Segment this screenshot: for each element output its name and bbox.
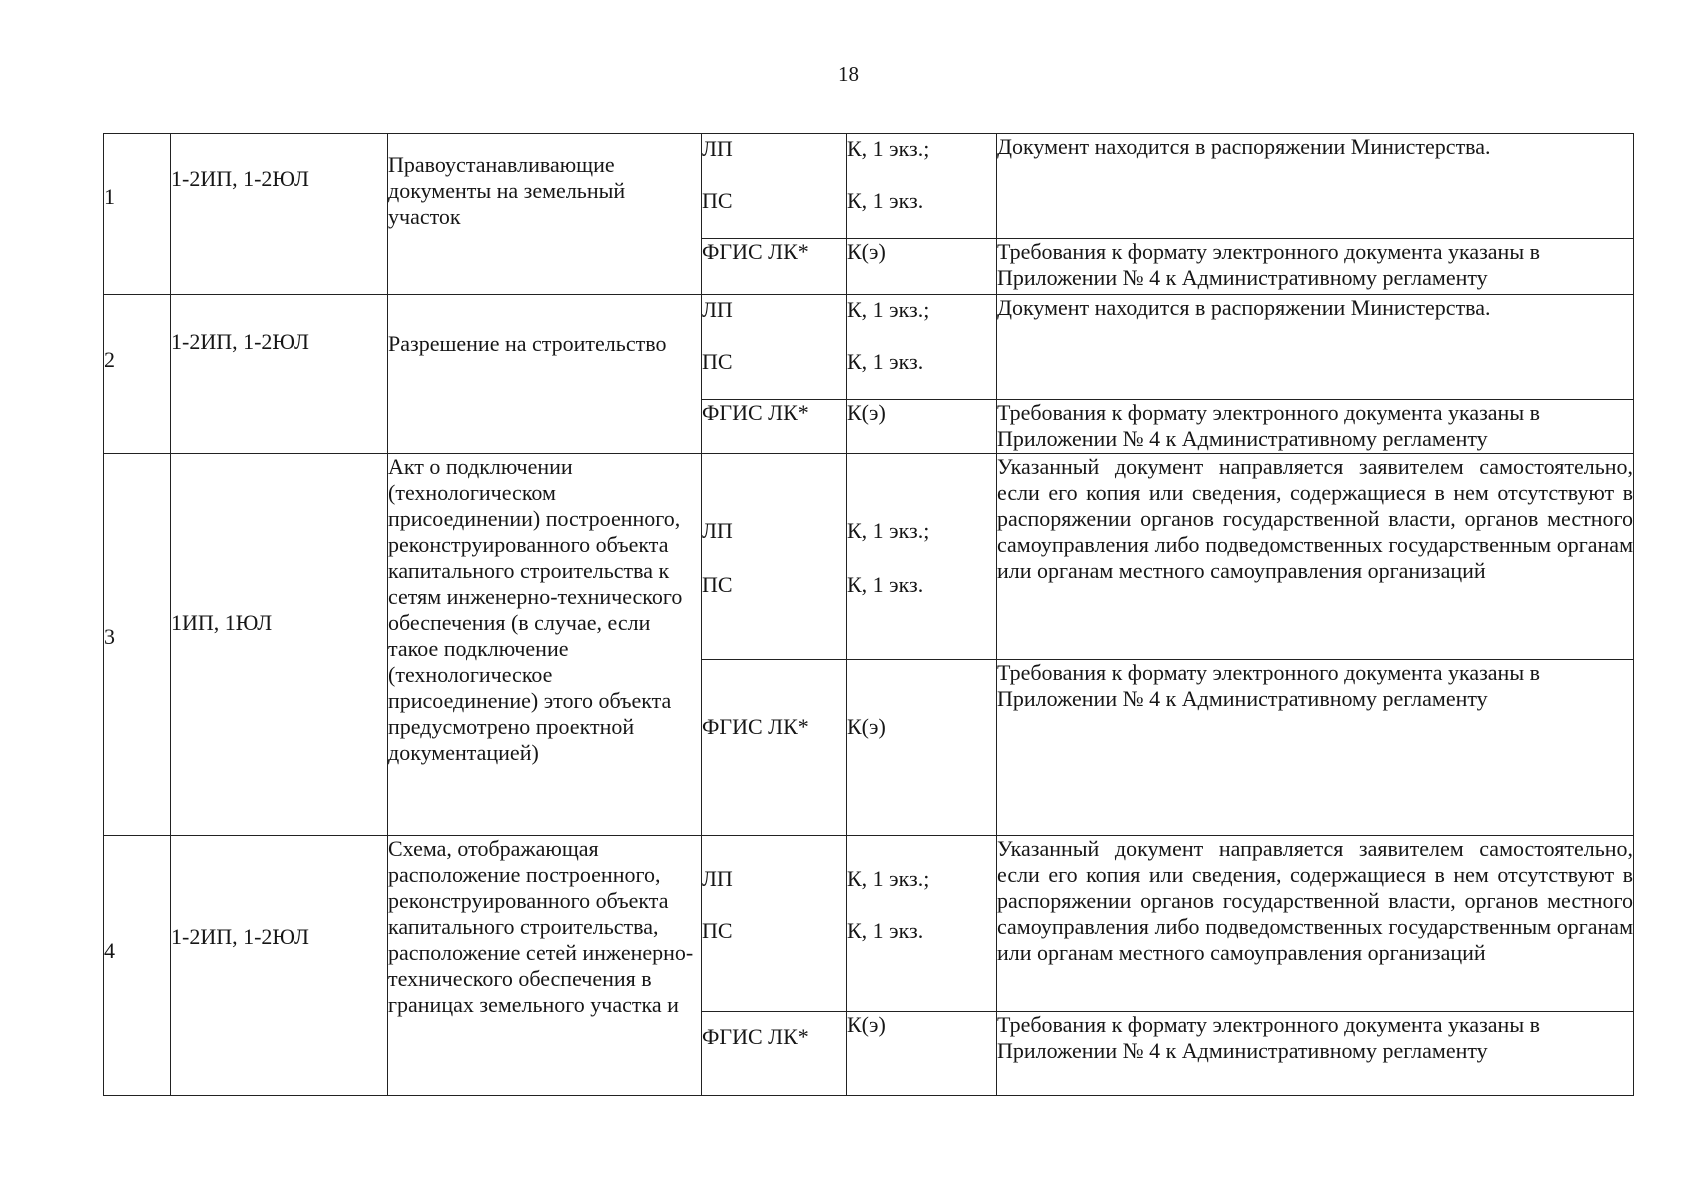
form-label: ЛП xyxy=(702,518,733,543)
row-number: 1 xyxy=(104,184,115,209)
codes-cell xyxy=(171,454,388,836)
form-label: ПС xyxy=(702,918,733,943)
copies-cell xyxy=(847,1012,997,1096)
form-label: ПС xyxy=(702,349,733,374)
document-name-cell xyxy=(388,836,702,1096)
codes-cell xyxy=(171,295,388,454)
form-label: ФГИС ЛК* xyxy=(702,714,809,739)
form-label: ЛП xyxy=(702,297,733,322)
copies-label: К(э) xyxy=(847,400,886,425)
document-name: Правоустанавливающие документы на земельный участок xyxy=(388,152,626,229)
form-cell xyxy=(702,1012,847,1096)
row-number: 2 xyxy=(104,347,115,372)
copies-label: К, 1 экз. xyxy=(847,572,924,597)
copies-label: К(э) xyxy=(847,1012,886,1037)
row-number: 4 xyxy=(104,938,115,963)
note-text: Требования к формату электронного документа указаны в Приложении № 4 к Административному регламенту xyxy=(997,1012,1540,1063)
note-cell xyxy=(997,295,1634,400)
copies-cell xyxy=(847,836,997,1012)
applicant-codes: 1-2ИП, 1-2ЮЛ xyxy=(171,166,309,191)
codes-cell xyxy=(171,134,388,295)
form-cell xyxy=(702,239,847,295)
document-name-cell xyxy=(388,295,702,454)
row-number-cell xyxy=(104,454,171,836)
copies-cell xyxy=(847,454,997,660)
note-cell xyxy=(997,400,1634,454)
applicant-codes: 1-2ИП, 1-2ЮЛ xyxy=(171,924,309,949)
applicant-codes: 1-2ИП, 1-2ЮЛ xyxy=(171,329,309,354)
copies-label: К, 1 экз.; xyxy=(847,136,930,161)
copies-label: К, 1 экз.; xyxy=(847,866,930,891)
copies-label: К(э) xyxy=(847,239,886,264)
form-label: ЛП xyxy=(702,866,733,891)
form-cell xyxy=(702,295,847,400)
copies-label: К(э) xyxy=(847,714,886,739)
form-cell xyxy=(702,400,847,454)
note-cell xyxy=(997,239,1634,295)
copies-cell xyxy=(847,660,997,836)
documents-table xyxy=(103,133,1634,1096)
copies-label: К, 1 экз.; xyxy=(847,518,930,543)
copies-label: К, 1 экз. xyxy=(847,918,924,943)
copies-label: К, 1 экз.; xyxy=(847,297,930,322)
form-label: ПС xyxy=(702,188,733,213)
copies-cell xyxy=(847,295,997,400)
form-cell xyxy=(702,134,847,239)
row-number-cell xyxy=(104,295,171,454)
document-name: Акт о подключении (технологическом присоединении) построенного, реконструированного объекта капитального строительства к сетям инженерно-технического обеспечения (в случае, если такое подключение (технологическое присоединение) этого объекта предусмотрено проектной документацией) xyxy=(388,454,683,765)
row-number: 3 xyxy=(104,624,115,649)
table-row xyxy=(104,134,1634,239)
table-row xyxy=(104,295,1634,400)
copies-label: К, 1 экз. xyxy=(847,188,924,213)
codes-cell xyxy=(171,836,388,1096)
table-row xyxy=(104,836,1634,1012)
note-text: Требования к формату электронного документа указаны в Приложении № 4 к Административному регламенту xyxy=(997,239,1540,290)
document-name-cell xyxy=(388,134,702,295)
form-cell xyxy=(702,836,847,1012)
document-name: Схема, отображающая расположение построенного, реконструированного объекта капитального строительства, расположение сетей инженерно-технического обеспечения в границах земельного участка и xyxy=(388,836,694,1017)
row-number-cell xyxy=(104,836,171,1096)
applicant-codes: 1ИП, 1ЮЛ xyxy=(171,610,273,635)
note-text: Указанный документ направляется заявителем самостоятельно, если его копия или сведения, содержащиеся в нем отсутствуют в распоряжении органов государственной власти, органов местного самоуправления либо подведомственных государственным органам или органам местного самоуправления организаций xyxy=(997,454,1633,583)
row-number-cell xyxy=(104,134,171,295)
form-label: ПС xyxy=(702,572,733,597)
form-cell xyxy=(702,454,847,660)
form-label: ЛП xyxy=(702,136,733,161)
form-label: ФГИС ЛК* xyxy=(702,239,809,264)
copies-label: К, 1 экз. xyxy=(847,349,924,374)
note-text: Документ находится в распоряжении Министерства. xyxy=(997,295,1491,320)
note-cell xyxy=(997,660,1634,836)
document-name-cell xyxy=(388,454,702,836)
note-text: Указанный документ направляется заявителем самостоятельно, если его копия или сведения, содержащиеся в нем отсутствуют в распоряжении органов государственной власти, органов местного самоуправления либо подведомственных государственным органам или органам местного самоуправления организаций xyxy=(997,836,1633,965)
note-cell xyxy=(997,454,1634,660)
page-number: 18 xyxy=(838,62,859,86)
note-text: Документ находится в распоряжении Министерства. xyxy=(997,134,1491,159)
copies-cell xyxy=(847,134,997,239)
form-cell xyxy=(702,660,847,836)
copies-cell xyxy=(847,239,997,295)
note-cell xyxy=(997,1012,1634,1096)
document-name: Разрешение на строительство xyxy=(388,331,667,356)
note-cell xyxy=(997,836,1634,1012)
table-row xyxy=(104,454,1634,660)
copies-cell xyxy=(847,400,997,454)
note-text: Требования к формату электронного документа указаны в Приложении № 4 к Административному регламенту xyxy=(997,660,1540,711)
note-cell xyxy=(997,134,1634,239)
form-label: ФГИС ЛК* xyxy=(702,1024,809,1049)
form-label: ФГИС ЛК* xyxy=(702,400,809,425)
note-text: Требования к формату электронного документа указаны в Приложении № 4 к Административному регламенту xyxy=(997,400,1540,451)
